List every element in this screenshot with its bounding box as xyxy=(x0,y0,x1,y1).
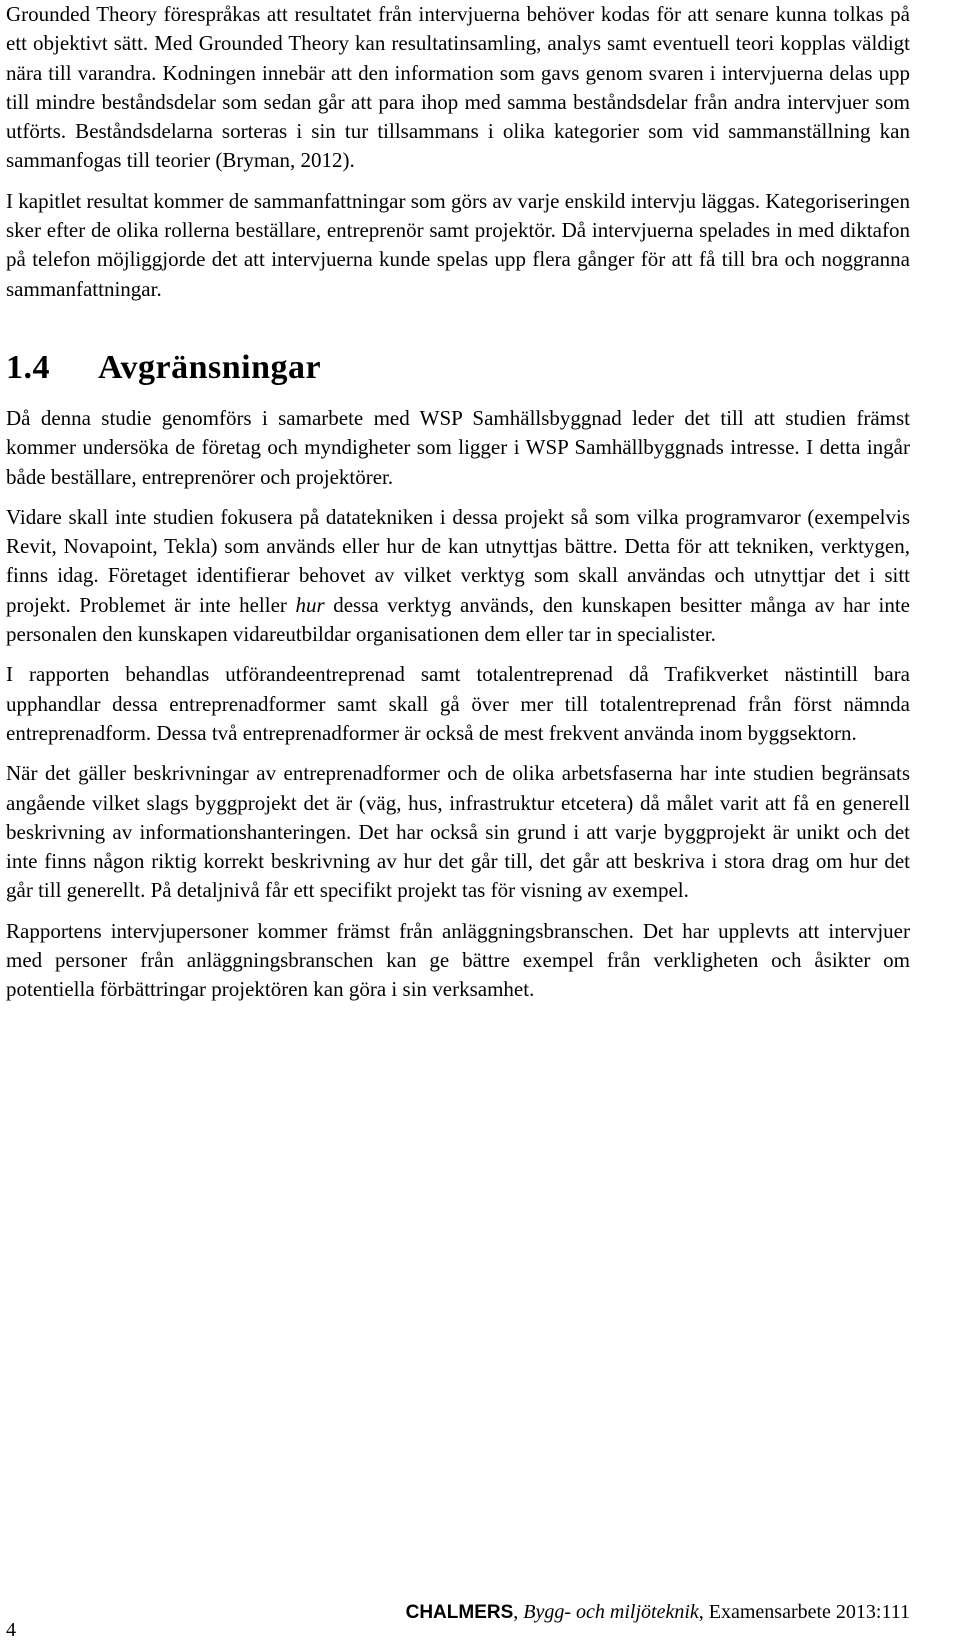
page-footer xyxy=(6,1601,910,1641)
footer-department: Bygg- och miljöteknik xyxy=(523,1601,699,1623)
paragraph-project-types: När det gäller beskrivningar av entreprenadformer och de olika arbetsfaserna har inte studien begränsats angående vilket slags byggprojekt det är (väg, hus, infrastruktur etcetera) då målet varit att få en generell beskrivning av informationshanteringen. Det har också sin grund i att varje byggprojekt är unikt och det inte finns någon riktig korrekt beskrivning av hur det går till, det går att beskriva i stora drag om hur det går till generellt. På detaljnivå får ett specifikt projekt tas för visning av exempel. xyxy=(6,761,910,903)
paragraph-data-technology-text-a: Vidare skall inte studien fokusera på datatekniken i dessa projekt så som vilka programvaror (exempelvis Revit, Novapoint, Tekla) som används eller hur de kan utnyttjas bättre. Detta för att tekniken, verktygen, finns idag. Företaget identifierar behovet av vilket verktyg som skall användas och utnyttjar det i sitt projekt. Problemet är inte heller xyxy=(6,504,910,617)
paragraph-results-chapter: I kapitlet resultat kommer de sammanfattningar som görs av varje enskild intervju läggas. Kategoriseringen sker efter de olika rollerna beställare, entreprenör samt projektör. Då intervjuerna spelades in med diktafon på telefon möjliggjorde det att intervjuerna kunde spelas upp flera gånger för att få till bra och noggranna sammanfattningar. xyxy=(6,188,910,301)
section-number: 1.4 xyxy=(6,348,50,386)
paragraph-wsp-collaboration: Då denna studie genomförs i samarbete med WSP Samhällsbyggnad leder det till att studien främst kommer undersöka de företag och myndigheter som ligger i WSP Samhällbyggnads intresse. I detta ingår både beställare, entreprenörer och projektörer. xyxy=(6,405,910,489)
footer-brand: CHALMERS xyxy=(405,1602,514,1623)
paragraph-data-technology-text-b: dessa verktyg används, den kunskapen besitter många av har inte personalen den kunskapen vidareutbildar organisationen dem eller tar in specialister. xyxy=(6,592,910,647)
paragraph-interviewees: Rapportens intervjupersoner kommer främst från anläggningsbranschen. Det har upplevts att intervjuer med personer från anläggningsbranschen kan ge bättre exempel från verkligheten och åsikter om potentiella förbättringar projektören kan göra i sin verksamhet. xyxy=(6,918,910,1002)
footer-citation xyxy=(406,1601,910,1624)
paragraph-data-technology xyxy=(6,503,910,649)
page-number: 4 xyxy=(6,1619,16,1641)
section-title: Avgränsningar xyxy=(98,348,322,386)
section-heading xyxy=(6,348,910,388)
document-page xyxy=(6,0,910,1016)
emphasis-hur: hur xyxy=(295,592,325,617)
paragraph-grounded-theory: Grounded Theory förespråkas att resultatet från intervjuerna behöver kodas för att senare kunna tolkas på ett objektivt sätt. Med Grounded Theory kan resultatinsamling, analys samt eventuell teori kopplas väldigt nära till varandra. Kodningen innebär att den information som gavs genom svaren i intervjuerna delas upp till mindre beståndsdelar som sedan går att para ihop med samma beståndsdelar från andra intervjuer som utförts. Beståndsdelarna sorteras i sin tur tillsammans i olika kategorier som vid sammanställning kan sammanfogas till teorier (Bryman, 2012). xyxy=(6,2,910,173)
footer-thesis: , Examensarbete 2013:111 xyxy=(698,1601,910,1623)
footer-separator: , xyxy=(513,1601,524,1623)
paragraph-contract-forms: I rapporten behandlas utförandeentreprenad samt totalentreprenad då Trafikverket nästintill bara upphandlar dessa entreprenadformer samt skall gå över mer till totalentreprenad från först nämnda entreprenadform. Dessa två entreprenadformer är också de mest frekvent använda inom byggsektorn. xyxy=(6,662,910,745)
